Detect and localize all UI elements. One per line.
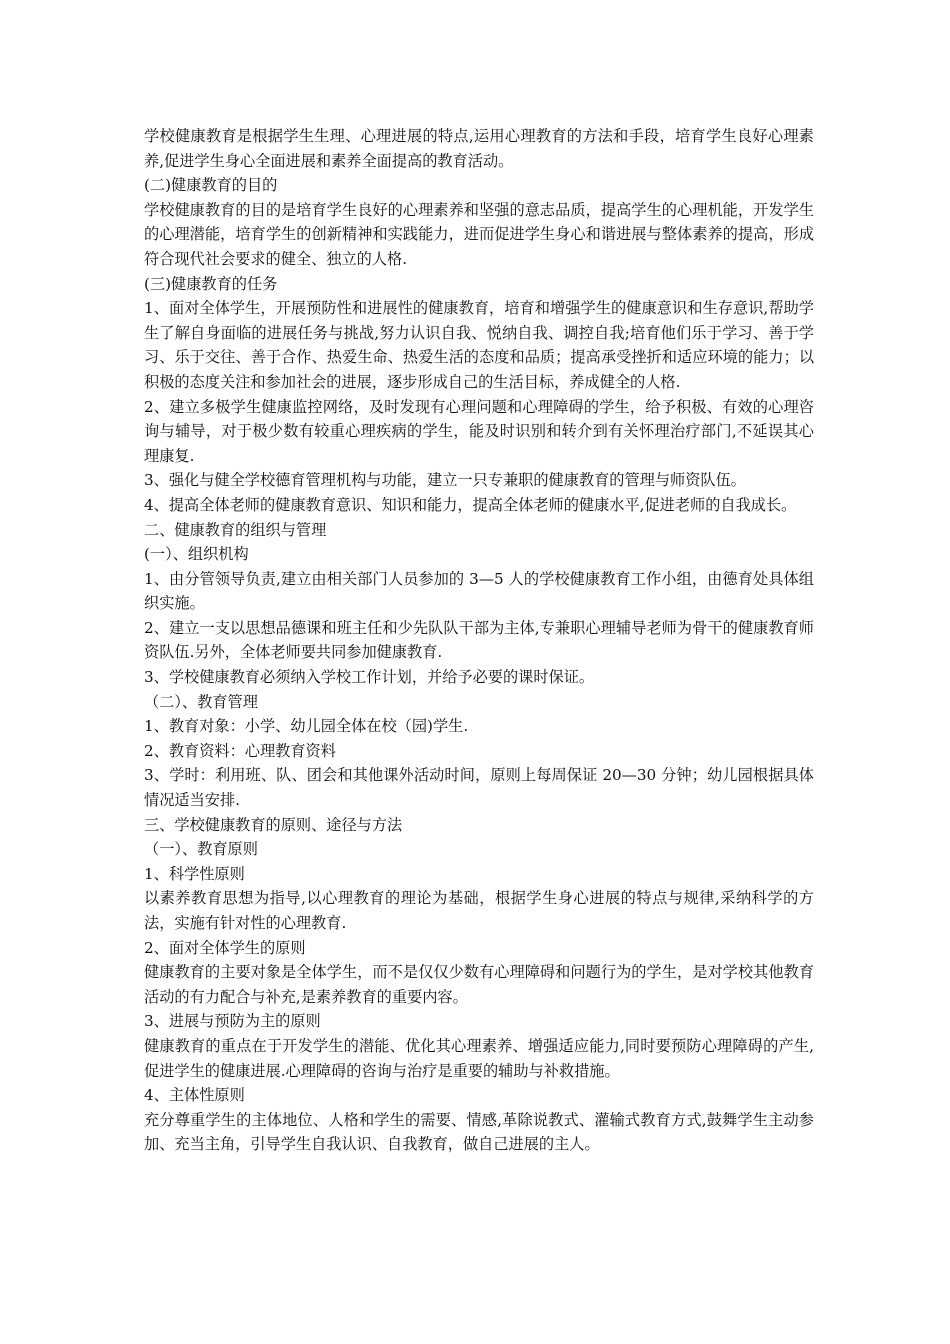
paragraph-task-2: 2、建立多极学生健康监控网络，及时发现有心理问题和心理障碍的学生，给予积极、有效的心理咨询与辅导，对于极少数有较重心理疾病的学生，能及时识别和转介到有关怀理治疗部门,不延误其心理康复. (144, 397, 814, 465)
principle-3-body: 健康教育的重点在于开发学生的潜能、优化其心理素养、增强适应能力,同时要预防心理障碍的产生,促进学生的健康进展.心理障碍的咨询与治疗是重要的辅助与补救措施。 (144, 1036, 814, 1080)
section-heading-principles: 三、学校健康教育的原则、途径与方法 (144, 815, 403, 834)
section-heading-tasks: (三)健康教育的任务 (144, 274, 278, 293)
principle-2-title: 2、面对全体学生的原则 (144, 938, 306, 957)
principle-3-title: 3、进展与预防为主的原则 (144, 1012, 321, 1031)
principle-2-body: 健康教育的主要对象是全体学生，而不是仅仅少数有心理障碍和问题行为的学生，是对学校其他教育活动的有力配合与补充,是素养教育的重要内容。 (144, 963, 814, 1006)
paragraph-task-1: 1、面对全体学生，开展预防性和进展性的健康教育，培育和增强学生的健康意识和生存意识,帮助学生了解自身面临的进展任务与挑战,努力认识自我、悦纳自我、调控自我;培育他们乐于学习、善于学习、乐于交往、善于合作、热爱生命、热爱生活的态度和品质；提高承受挫折和适应环境的能力；以积极的态度关注和参加社会的进展，逐步形成自己的生活目标，养成健全的人格. (144, 299, 814, 391)
section-heading-purpose: (二)健康教育的目的 (144, 176, 278, 195)
principle-1-body: 以素养教育思想为指导,以心理教育的理论为基础，根据学生身心进展的特点与规律,采纳科学的方法，实施有针对性的心理教育. (144, 889, 814, 932)
paragraph-task-4: 4、提高全体老师的健康教育意识、知识和能力，提高全体老师的健康水平,促进老师的自我成长。 (144, 495, 797, 514)
subheading-org-structure: (一）、组织机构 (144, 545, 249, 564)
paragraph-org-3: 3、学校健康教育必须纳入学校工作计划，并给予必要的课时保证。 (144, 668, 595, 687)
paragraph-mgmt-3: 3、学时：利用班、队、团会和其他课外活动时间，原则上每周保证 20—30 分钟；幼儿园根据具体情况适当安排. (144, 766, 814, 810)
principle-4-title: 4、主体性原则 (144, 1086, 245, 1105)
document-body (144, 124, 814, 1157)
subheading-edu-principles: （一）、教育原则 (144, 840, 258, 859)
principle-1-title: 1、科学性原则 (144, 864, 245, 883)
subheading-edu-management: （二）、教育管理 (144, 692, 258, 711)
paragraph-org-1: 1、由分管领导负责,建立由相关部门人员参加的 3—5 人的学校健康教育工作小组，由德育处具体组织实施。 (144, 569, 814, 613)
paragraph-intro: 学校健康教育是根据学生生理、心理进展的特点,运用心理教育的方法和手段，培育学生良好心理素养,促进学生身心全面进展和素养全面提高的教育活动。 (144, 127, 814, 170)
section-heading-organization: 二、健康教育的组织与管理 (144, 520, 327, 539)
principle-4-body: 充分尊重学生的主体地位、人格和学生的需要、情感,革除说教式、灌输式教育方式,鼓舞学生主动参加、充当主角，引导学生自我认识、自我教育，做自己进展的主人。 (144, 1110, 814, 1154)
paragraph-purpose: 学校健康教育的目的是培育学生良好的心理素养和坚强的意志品质，提高学生的心理机能，开发学生的心理潜能，培育学生的创新精神和实践能力，进而促进学生身心和谐进展与整体素养的提高，形成符合现代社会要求的健全、独立的人格. (144, 200, 814, 268)
paragraph-mgmt-2: 2、教育资料：心理教育资料 (144, 741, 336, 760)
paragraph-task-3: 3、强化与健全学校德育管理机构与功能，建立一只专兼职的健康教育的管理与师资队伍。 (144, 471, 746, 490)
paragraph-mgmt-1: 1、教育对象：小学、幼儿园全体在校（园)学生. (144, 717, 469, 736)
paragraph-org-2: 2、建立一支以思想品德课和班主任和少先队队干部为主体,专兼职心理辅导老师为骨干的健康教育师资队伍.另外，全体老师要共同参加健康教育. (144, 618, 814, 662)
